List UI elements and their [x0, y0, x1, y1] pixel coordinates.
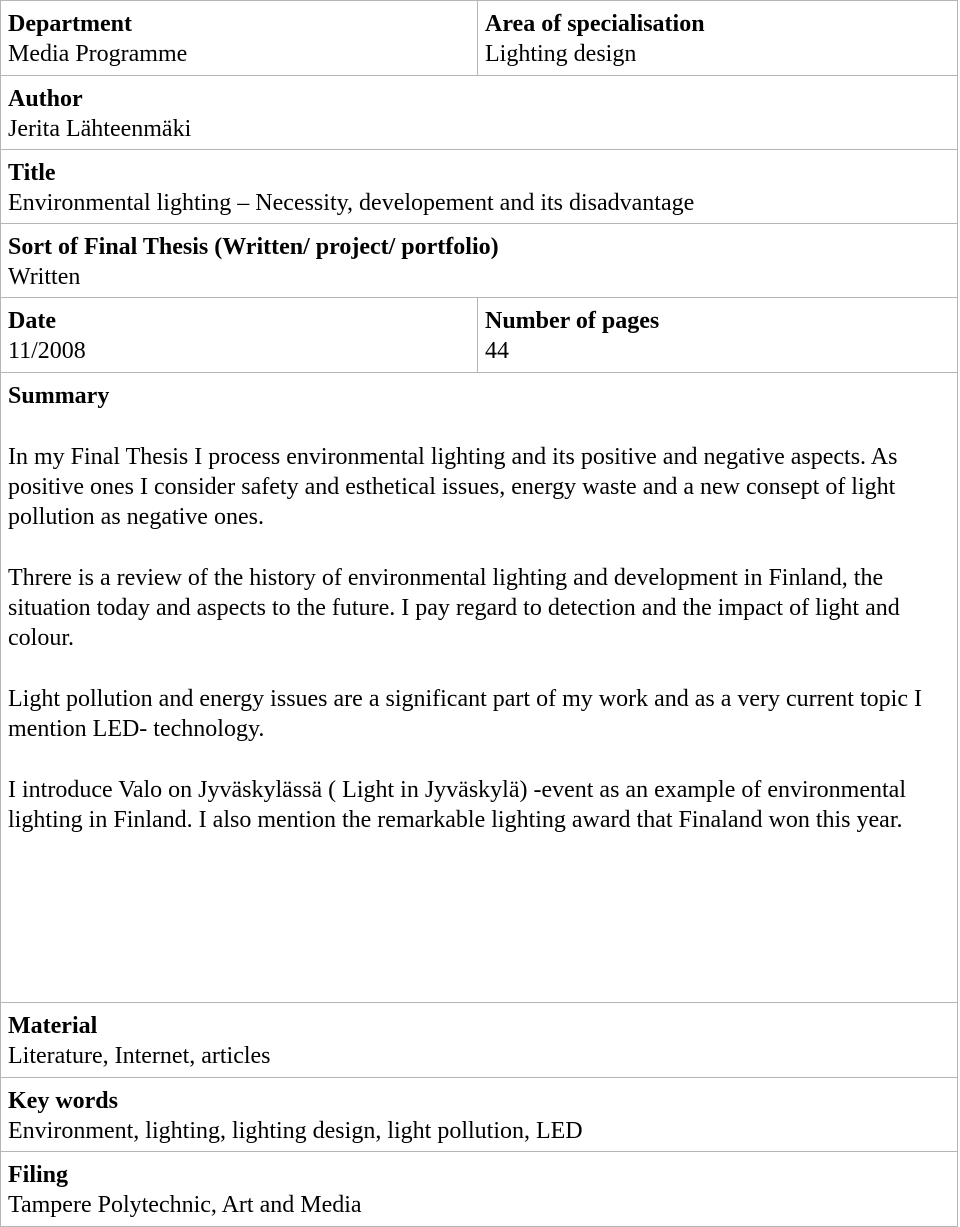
material-cell [1, 1003, 957, 1077]
date-label: Date [8, 308, 56, 334]
filing-row [1, 1152, 957, 1226]
title-row [1, 150, 957, 224]
filing-value: Tampere Polytechnic, Art and Media [8, 1192, 362, 1218]
summary-paragraph: I introduce Valo on Jyväskylässä ( Light in Jyväskylä) -event as an example of environmental lighting in Finland. I also mention the remarkable lighting award that Finaland won this year. [8, 777, 906, 833]
keywords-cell [1, 1078, 957, 1151]
summary-paragraph: Threre is a review of the history of environmental lighting and development in Finland, the situation today and aspects to the future. I pay regard to detection and the impact of light and colour. [8, 565, 900, 651]
author-cell [1, 76, 957, 149]
keywords-value: Environment, lighting, lighting design, light pollution, LED [8, 1118, 583, 1144]
pages-cell [478, 298, 957, 372]
specialisation-cell [478, 1, 957, 75]
department-value: Media Programme [8, 41, 188, 67]
department-cell [1, 1, 478, 75]
date-value: 11/2008 [8, 338, 86, 364]
specialisation-value: Lighting design [485, 41, 637, 67]
pages-label: Number of pages [485, 308, 660, 334]
specialisation-label: Area of specialisation [485, 11, 705, 37]
pages-value: 44 [485, 338, 509, 364]
summary-paragraph: Light pollution and energy issues are a significant part of my work and as a very current topic I mention LED- technology. [8, 686, 922, 742]
thesis-sort-label: Sort of Final Thesis (Written/ project/ portfolio) [8, 234, 499, 260]
keywords-row [1, 1078, 957, 1152]
thesis-sort-row [1, 224, 957, 298]
department-label: Department [8, 11, 132, 37]
material-label: Material [8, 1013, 98, 1039]
title-value: Environmental lighting – Necessity, developement and its disadvantage [8, 190, 695, 216]
summary-cell [1, 373, 957, 1002]
thesis-sort-value: Written [8, 264, 81, 290]
author-value: Jerita Lähteenmäki [8, 116, 192, 142]
summary-label: Summary [8, 383, 110, 409]
filing-label: Filing [8, 1162, 69, 1188]
date-cell [1, 298, 478, 372]
filing-cell [1, 1152, 957, 1226]
material-value: Literature, Internet, articles [8, 1043, 271, 1069]
summary-row [1, 373, 957, 1003]
title-cell [1, 150, 957, 223]
thesis-sort-cell [1, 224, 957, 297]
date-row [1, 298, 957, 373]
keywords-label: Key words [8, 1088, 118, 1114]
author-row [1, 76, 957, 150]
author-label: Author [8, 86, 83, 112]
summary-paragraph: In my Final Thesis I process environmental lighting and its positive and negative aspects. As positive ones I consider safety and esthetical issues, energy waste and a new consept of light pollution as negative ones. [8, 444, 898, 530]
title-label: Title [8, 160, 56, 186]
department-row [1, 1, 957, 76]
material-row [1, 1003, 957, 1078]
summary-body [8, 442, 949, 835]
